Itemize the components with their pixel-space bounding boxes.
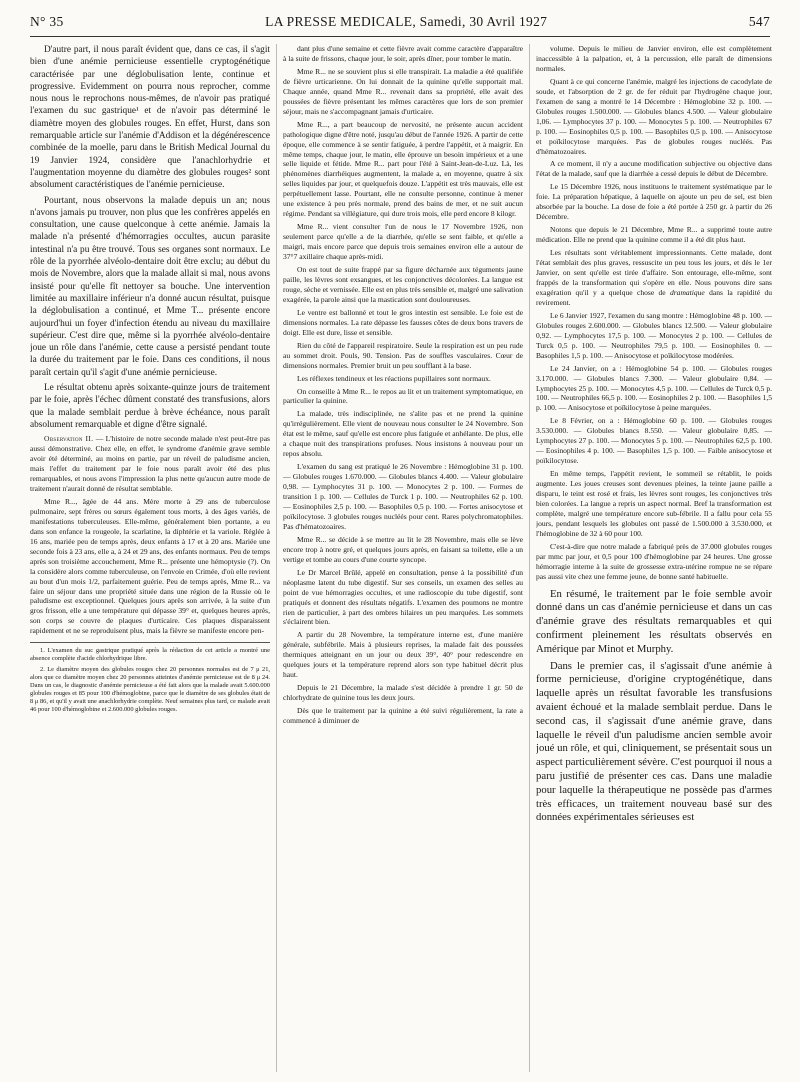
issue-number: N° 35 [30, 14, 64, 29]
column-divider [276, 44, 277, 1072]
paragraph: Le 24 Janvier, on a : Hémoglobine 54 p. 100. — Globules rouges 3.170.000. — Globules blancs 7.300. — Valeur globulaire 0,84. — Lymphocytes 25 p. 100. — Monocytes 4,5 p. 100. — Cellules de Turck 0,5 p. 100. — Neutrophiles 66,5 p. 100. — Eosinophiles 2 p. 100. — Basophiles 1,5 p. 100. — Anisocytose et poïkilocytose à peine marquées. [536, 363, 772, 413]
page-header [30, 14, 770, 34]
paragraph: Les réflexes tendineux et les réactions pupillaires sont normaux. [297, 373, 491, 383]
paragraph: A ce moment, il n'y a aucune modification subjective ou objective dans l'état de la malade, sauf que la diarrhée a cessé depuis le début de Décembre. [536, 159, 772, 179]
header-rule [30, 36, 770, 37]
paragraph-text: Les résultats sont véritablement impressionnants. Cette malade, dont l'état semblait des plus graves, ressuscite un peu tous les jours, et dès le 1er Janvier, on sent qu'elle est tirée d'affaire. Son entourage, elle-même, sont frappés de la transformation qui s'opère en elle. Nous pouvons dire sans exagération qu'il y a quelque chose de [536, 248, 772, 297]
paragraph: Pourtant, nous observons la malade depuis un an; nous n'avons jamais pu trouver, non plus que les confrères appelés en consultation, une cause quelconque à cette anémie. Jamais la malade n'a présenté d'hémorragies occultes, aucun parasite intestinal n'a pu être trouvé. Tous ses organes sont normaux. Le rôle de la pyorrhée alvéolo-dentaire doit être exclu; au début du mois de Novembre, alors que la malade allait si mal, nous avons insisté pour qu'elle fît nettoyer sa bouche. Une intervention limitée au maxillaire inférieur n'a donné aucun résultat, puisque la déglobulisation a continué, et Mme T... présente encore aujourd'hui un foyer d'infection étendu au niveau du maxillaire supérieur. C'est dire que, même si la pyorrhée alvéolo-dentaire joue un rôle dans l'anémie, cette cause a persisté pendant toute la durée du traitement par le foie. Dans ces conditions, il nous paraît certain qu'il s'agit d'une anémie pernicieuse. [30, 195, 270, 378]
paragraph: En résumé, le traitement par le foie semble avoir donné dans un cas d'anémie pernicieuse et dans un cas d'anémie grave des résultats remarquables et qui confirment pleinement les résultats observés en Amérique par Minot et Murphy. [536, 587, 772, 655]
paragraph [536, 248, 772, 308]
observation-2-text [30, 434, 270, 636]
paragraph: Le ventre est ballonné et tout le gros intestin est sensible. Le foie est de dimensions normales. La rate dépasse les fausses côtes de deux bons travers de doigt. Elle est dure, lisse et sensible. [283, 307, 523, 337]
footnote: 1. L'examen du suc gastrique pratiqué après la rédaction de cet article a montré une absence complète d'acide chlorhydrique libre. [30, 647, 270, 663]
paragraph: D'autre part, il nous paraît évident que, dans ce cas, il s'agit bien d'une anémie pernicieuse essentielle cryptogénétique caractérisée par une déglobulisation lente, continue et progressive. Evidemment on pourra nous reprocher, comme nous nous le reprochons nous-mêmes, de n'avoir pas pratiqué l'examen du suc gastrique¹ et de n'avoir pas déterminé le diamètre moyen des globules rouges. En effet, Hurst, dans son remarquable article sur l'anémie d'Addison et la dégénérescence combinée de la moelle, paru dans le British Medical Journal du 19 Janvier 1924, considère que l'anachlorhydrie et l'augmentation moyenne du diamètre des globules rouges² sont absolument caractéristiques de l'anémie pernicieuse. [30, 45, 270, 191]
paragraph: Mme R... se décide à se mettre au lit le 28 Novembre, mais elle se lève encore trop à notre gré, et quelques jours après, en faisant sa toilette, elle a un vertige et tombe au cours d'une courte syncope. [283, 534, 523, 564]
column-3 [536, 44, 772, 1072]
column-2 [283, 44, 523, 1072]
summary-text [536, 588, 772, 826]
paragraph-text: dans la rapidité du revirement. [536, 287, 772, 307]
paragraph: Mme R... ne se souvient plus si elle transpirait. La maladie a été qualifiée de fièvre urticarienne. On lui donnait de la quinine qu'elle supportait mal. Chaque année, quand Mme R... revenait dans sa propriété, elle avait des poussées de fièvre présentant les mêmes caractères que lors de son premier séjour, mais ne s'accompagnant jamais d'urticaire. [283, 66, 523, 116]
paragraph: L'examen du sang est pratiqué le 26 Novembre : Hémoglobine 31 p. 100. — Globules rouges 1.670.000. — Globules blancs 4.400. — Valeur globulaire 0,98. — Lymphocytes 31 p. 100. — Monocytes 2 p. 100. — Formes de transition 1 p. 100. — Cellules de Turck 1 p. 100. — Neutrophiles 62 p. 100. — Eosinophiles 2,5 p. 100. — Basophiles 0,5 p. 100. — Fortes anisocytose et poïkilocytose. 3 globules rouges nucléés pour cent. Rares polychromatophiles. Pas d'hématozoaires. [283, 462, 523, 531]
paragraph: La malade, très indisciplinée, ne s'alite pas et ne prend la quinine qu'irrégulièrement. Elle vient de nouveau nous consulter le 24 Novembre. Son état est le même, sauf qu'elle est encore plus fatiguée et anhélante. De plus, elle a chaque nuit des transpirations profuses. Nous insistons à nouveau pour un repos absolu. [283, 409, 523, 459]
paragraph: volume. Depuis le milieu de Janvier environ, elle est complètement inaccessible à la palpation, et, à la percussion, elle paraît de dimensions normales. [536, 44, 772, 73]
paragraph: Mme R..., a part beaucoup de nervosité, ne présente aucun accident pathologique digne d'être noté, jusqu'au début de l'année 1926. A partir de cette époque, elle commence à se sentir fatiguée, à perdre l'appétit, et à maigrir. En même temps, chaque jour, le matin, elle éprouve un besoin impérieux et a une selle liquide et fétide. Mme R... part pour l'été à Saint-Jean-de-Luz. Là, les phénomènes diarrhéiques augmentent, la malade a, en moyenne, quatre à six selles liquides par jour, et quelquefois douze. L'appétit est très mauvais, elle est perpétuellement lasse. Pourtant, elle ne consulte personne, continue à mener une existence à peu près normale, prend des bains de mer, et ne suit aucun régime. Pendant sa villégiature, qui dure trois mois, elle perd encore 8 kilogr. [283, 119, 523, 219]
paragraph: Le 6 Janvier 1927, l'examen du sang montre : Hémoglobine 48 p. 100. — Globules rouges 2.600.000. — Globules blancs 12.500. — Valeur globulaire 0,92. — Lymphocytes 17,5 p. 100. — Monocytes 2 p. 100. — Cellules de Turck 0,5 p. 100. — Neutrophiles 79,5 p. 100. — Eosinophiles 0. — Basophiles 1,5 p. 100. — Anisocytose et poïkilocytose modérées. [536, 310, 772, 360]
page-number: 547 [748, 14, 770, 29]
paragraph: A partir du 28 Novembre, la température interne est, d'une manière générale, subfébrile. Mais à plusieurs reprises, la malade fait des poussées thermiques atteignant en un jour ou deux 39°, 40° pour redescendre en quelques jours et la température reprend alors son type habituel décrit plus haut. [283, 630, 523, 680]
paragraph: Le résultat obtenu après soixante-quinze jours de traitement par le foie, après l'échec dûment constaté des transfusions, alors que la malade semblait perdue à brève échéance, nous paraît absolument remarquable et digne d'être signalé. [30, 383, 270, 430]
paragraph: Dans le premier cas, il s'agissait d'une anémie à forme pernicieuse, d'origine cryptogénétique, dans laquelle après un résultat favorable les transfusions avaient échoué et la malade semblait perdue. Dans le second cas, il s'agissait d'une anémie grave, dans laquelle le réveil d'un paludisme ancien semble avoir joué un rôle, et qui, cliniquement, se présentait sous un aspect particulièrement sévère. C'est pourquoi il nous a paru justifié de présenter ces cas. Dans une maladie pour laquelle la thérapeutique ne possède pas d'armes très efficaces, un traitement nouveau basé sur des données expérimentales sérieuses est [536, 659, 772, 824]
paragraph: Mme R..., âgée de 44 ans. Mère morte à 29 ans de tuberculose pulmonaire, sept frères ou sœurs également tous morts, à des âges variés, de manifestations tuberculeuses. Elle-même, généralement bien portante, a eu dans son enfance la rougeole, la scarlatine, la diphtérie et la variole. Réglée à 16 ans, mariée peu de temps après, deux enfants à 17 et à 20 ans. Mariée une seconde fois à 23 ans, elle a, à 24 et 29 ans, des enfants normaux. Peu de temps après son troisième accouchement, Mme R... présente une hémoptysie (?). On la considère alors comme tuberculeuse, on l'envoie en Crimée, d'où elle revient au bout d'un mois 1/2, parfaitement guérie. Peu de temps après, Mme R... va faire un séjour dans une propriété située dans une région de la Russie où le paludisme est exceptionnel. Quelques jours après son arrivée, à la suite d'un gros frisson, elle a une température qui dépasse 39° et, quelques heures après, son corps se couvre de plaques d'urticaire. Ces plaques disparaissent rapidement et ne se reproduisent plus, mais la fièvre se manifeste encore pen- [30, 496, 270, 636]
footnotes [30, 642, 270, 714]
paragraph: Notons que depuis le 21 Décembre, Mme R... a supprimé toute autre médication. Elle ne prend que la quinine comme il a été dit plus haut. [536, 225, 772, 245]
paragraph: Le Dr Marcel Brûlé, appelé en consultation, pense à la possibilité d'un néoplasme latent du tube digestif. Sur ses conseils, un examen des selles au point de vue hémorragies occultes, et une radioscopie du tube digestif, sont pratiqués et donnent des résultats négatifs. L'examen des poumons ne montre rien de particulier, à part des ombres hilaires un peu marquées. Les sommets s'éclairent bien. [283, 567, 523, 627]
observation-2-continued [536, 44, 772, 582]
column-1 [30, 44, 270, 1072]
paragraph: Quant à ce qui concerne l'anémie, malgré les injections de cacodylate de soude, et l'absorption de 2 gr. de fer réduit par l'hydrogène chaque jour, l'examen de sang a montré le 14 Décembre : Hémoglobine 32 p. 100. — Globules rouges 1.500.000. — Globules blancs 4.500. — Valeur globulaire 1,06. — Lymphocytes 37 p. 100. — Monocytes 5 p. 100. — Neutrophiles 67 p. 100. — Eosinophiles 0,5 p. 100. — Basophiles 0,5 p. 100. — Anisocytose et poïkilocytose marquées. Pas de globules rouges nucléés. Pas d'hématozoaires. [536, 76, 772, 156]
paragraph: Rien du côté de l'appareil respiratoire. Seule la respiration est un peu rude au sommet droit. Pouls, 90. Tension. Pas de souffles vasculaires. Cœur de dimensions normales. Premier bruit un peu soufflant à la base. [283, 340, 523, 370]
paragraph: C'est-à-dire que notre malade a fabriqué près de 37.000 globules rouges par mmc par jour, et 0,5 pour 100 d'hémoglobine par 24 heures. Une grosse hémorragie interne à la suite de grossesse extra-utérine rompue ne se répare pas aussi vite chez une femme jeune, de bonne santé habituelle. [536, 541, 772, 581]
paragraph: On est tout de suite frappé par sa figure décharnée aux téguments jaune paille, les lèvres sont exsangues, et les conjonctives décolorées. La langue est rouge, sèche et vernissée. Elle est en plus très sensible et, malgré une salivation exagérée, la parole ainsi que la mastication sont douloureuses. [283, 265, 523, 304]
emphasis: dramatique [669, 287, 705, 297]
column-divider [529, 44, 530, 1072]
paragraph [30, 434, 270, 494]
journal-title: LA PRESSE MEDICALE, Samedi, 30 Avril 1927 [265, 14, 548, 29]
paragraph: Depuis le 21 Décembre, la malade s'est décidée à prendre 1 gr. 50 de chlorhydrate de quinine tous les deux jours. [283, 683, 523, 703]
paragraph: En même temps, l'appétit revient, le sommeil se rétablit, le poids augmente. Les joues creuses sont devenues pleines, la teinte jaune paille a disparu, le teint est rosé et frais, les lèvres sont rouges, les conjonctives très bien colorées. La langue a repris un aspect normal. Bref la transformation est complète, malgré une température encore sub-fébrile. Il a fallu pour cela 55 jours, pendant lesquels les globules ont passé de 1.500.000 à 3.530.000, et l'hémoglobine de 32 à 60 pour 100. [536, 469, 772, 538]
paragraph: Mme R... vient consulter l'un de nous le 17 Novembre 1926, non seulement parce qu'elle a de la diarrhée, qu'elle se sent faible, et qu'elle a maigri, mais encore parce que depuis trois semaines environ elle a autour de 37°7 axillaire chaque après-midi. [283, 222, 523, 262]
paragraph: Dès que le traitement par la quinine a été suivi régulièrement, la rate a commencé à diminuer de [283, 706, 523, 726]
paragraph: Le 15 Décembre 1926, nous instituons le traitement systématique par le foie. La préparation hépatique, à laquelle on ajoute un peu de sel, est bien absorbée par la bouche. La dose de foie a été portée à 250 gr. à partir du 26 Décembre. [536, 182, 772, 222]
observation-label: Observation II. [44, 434, 94, 444]
footnote: 2. Le diamètre moyen des globules rouges chez 20 personnes normales est de 7 μ 21, alors que ce diamètre moyen chez 20 personnes atteintes d'anémie pernicieuse est de 8 μ 24. Dans un cas, le diagnostic d'anémie pernicieuse a été fait alors que la malade avait 5.600.000 globules rouges et 85 pour 100 d'hémoglobine, parce que le diamètre de ses globules était de 8 μ 86, et qu'il y avait une anachlorhydrie complète. Neuf semaines plus tard, ce malade avait 46 pour 100 d'hémoglobine et 2.600.000 globules rouges. [30, 666, 270, 714]
discussion-text [30, 44, 270, 431]
paragraph: Le 8 Février, on a : Hémoglobine 60 p. 100. — Globules rouges 3.530.000. — Globules blancs 8.550. — Valeur globulaire 0,85. — Lymphocytes 27 p. 100. — Monocytes 5 p. 100. — Neutrophiles 62,5 p. 100. — Eosinophiles 4 p. 100. — Basophiles 1,5 p. 100. — Faible anisocytose et poïkilocytose. [536, 416, 772, 466]
paragraph: On conseille à Mme R... le repos au lit et un traitement symptomatique, en particulier la quinine. [283, 386, 523, 406]
paragraph: dant plus d'une semaine et cette fièvre avait comme caractère d'apparaître à la suite de frissons, chaque jour, le soir, après dîner, pour tomber le matin. [283, 44, 523, 63]
paragraph-text: — L'histoire de notre seconde malade n'est peut-être pas aussi démonstrative. Chez elle, en effet, le syndrome d'anémie grave semble avoir été déterminé, au moins en partie, par un réveil de paludisme ancien, mais l'effet du traitement par le foie nous paraît avoir été des plus remarquables, et nous avons l'impression la plus nette qu'aucun autre mode de traitement n'aurait donné de résultat semblable. [30, 434, 270, 493]
